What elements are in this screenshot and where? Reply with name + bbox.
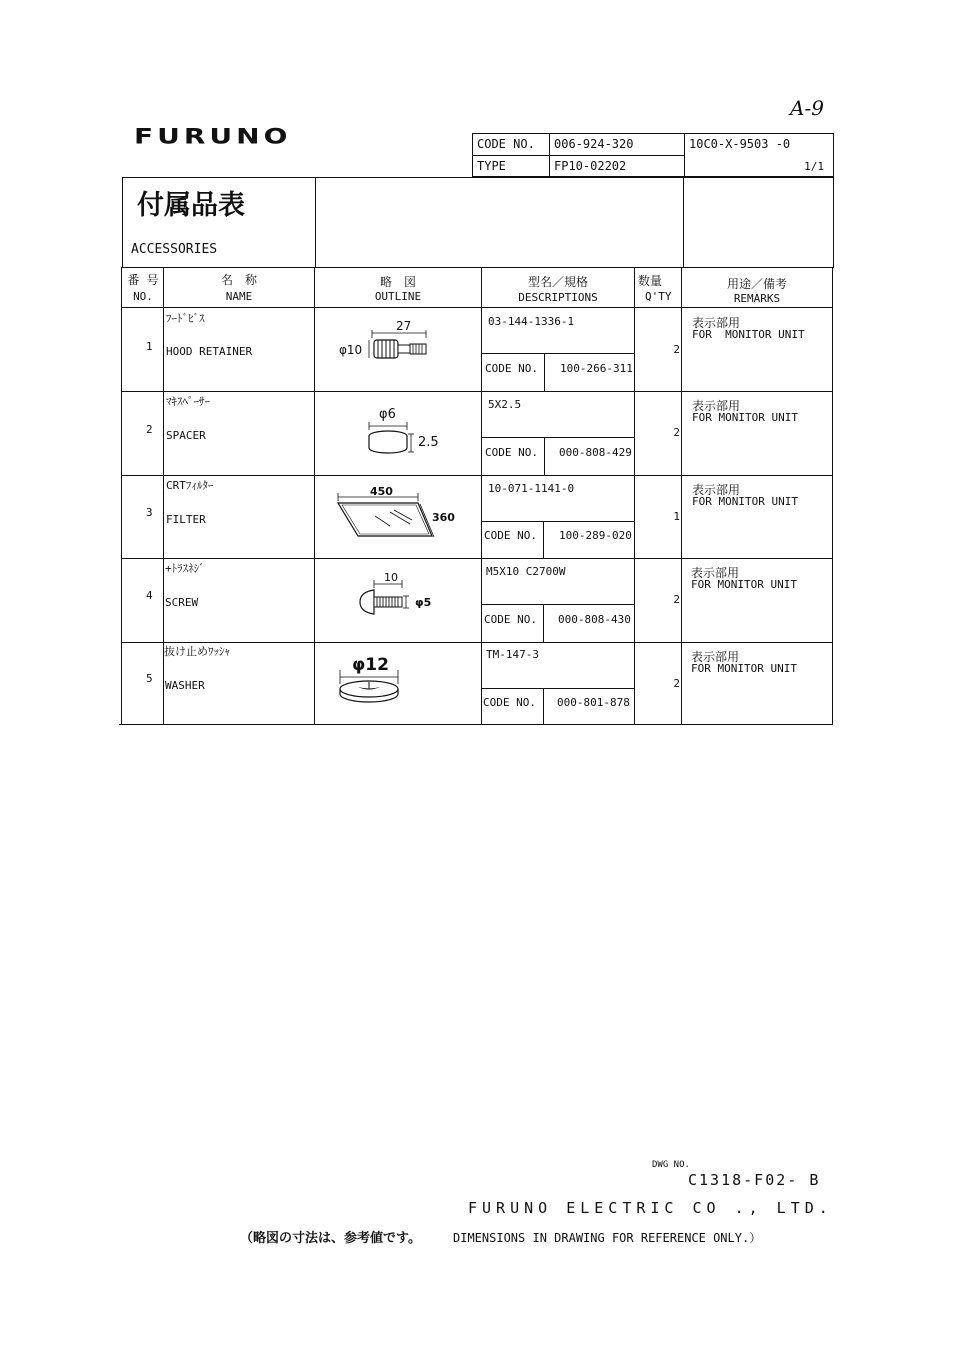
spacer-drawing [365, 404, 445, 459]
item-description: M5X10 C2700W [486, 565, 566, 578]
note-en: DIMENSIONS IN DRAWING FOR REFERENCE ONLY.） [453, 1231, 762, 1245]
code-no-label: CODE NO. [483, 696, 536, 709]
dimension-height: 360 [432, 511, 455, 524]
row-number: 5 [146, 672, 153, 685]
item-name-en: SPACER [166, 429, 206, 442]
item-qty: 2 [673, 677, 680, 690]
item-description: 10-071-1141-0 [488, 482, 575, 495]
remark-jp: 表示部用 [692, 399, 741, 413]
col-qty-en: Q'TY [645, 290, 672, 303]
col-no-en: NO. [133, 290, 153, 303]
doc-number: 10C0-X-9503 -0 [689, 137, 791, 151]
col-no-jp: 番 号 [127, 273, 159, 287]
code-no-value: 006-924-320 [554, 137, 634, 151]
dimension-diameter: φ6 [379, 407, 396, 422]
code-no-label: CODE NO. [485, 362, 538, 375]
remark-jp: 表示部用 [691, 650, 740, 664]
remark-jp: 表示部用 [691, 566, 740, 580]
dwg-no-label: DWG NO. [652, 1160, 690, 1170]
type-label: TYPE [477, 159, 506, 173]
remark-en: FOR MONITOR UNIT [691, 578, 797, 591]
dimension-width: 450 [370, 485, 393, 498]
code-no-label: CODE NO. [485, 446, 538, 459]
dimension-height: 2.5 [418, 435, 439, 450]
item-name-en: FILTER [166, 513, 206, 526]
col-remarks-en: REMARKS [733, 292, 781, 305]
title-jp: 付属品表 [137, 190, 245, 221]
item-qty: 1 [673, 510, 680, 523]
dimension-diameter: φ10 [339, 343, 363, 357]
dimension-length: 27 [396, 319, 412, 333]
remark-en: FOR MONITOR UNIT [691, 662, 797, 675]
furuno-logo: FURUNO [134, 124, 292, 149]
code-no-label: CODE NO. [484, 613, 537, 626]
item-name-jp: CRTﾌｨﾙﾀｰ [166, 479, 214, 492]
item-code: 100-289-020 [559, 529, 632, 542]
item-name-jp: 抜け止めﾜｯｼｬ [164, 645, 230, 658]
item-description: 5X2.5 [488, 398, 522, 411]
col-outline-jp: 略 図 [379, 275, 416, 289]
note-jp: （略図の寸法は、参考値です。 [240, 1231, 421, 1246]
dwg-number: C1318-F02- B [688, 1171, 821, 1189]
item-qty: 2 [673, 426, 680, 439]
remark-en: FOR MONITOR UNIT [692, 411, 798, 424]
item-code: 000-808-429 [559, 446, 632, 459]
company-name: FURUNO ELECTRIC CO ., LTD. [468, 1199, 833, 1217]
item-code: 000-808-430 [558, 613, 631, 626]
item-qty: 2 [673, 343, 680, 356]
item-name-en: HOOD RETAINER [166, 345, 253, 358]
dimension-length: 10 [384, 571, 398, 584]
col-desc-jp: 型名／規格 [527, 275, 588, 289]
title-en: ACCESSORIES [131, 242, 218, 257]
item-qty: 2 [673, 593, 680, 606]
col-desc-en: DESCRIPTIONS [518, 291, 598, 304]
item-name-jp: ﾏｷｽﾍﾟｰｻｰ [166, 395, 210, 408]
col-qty-jp: 数量 [638, 274, 663, 288]
item-code: 000-801-878 [557, 696, 630, 709]
sheet-number: 1/1 [804, 160, 824, 173]
dimension-diameter: φ5 [415, 596, 432, 609]
remark-jp: 表示部用 [692, 483, 741, 497]
code-no-label: CODE NO. [484, 529, 537, 542]
item-name-en: WASHER [165, 679, 205, 692]
type-value: FP10-02202 [554, 159, 627, 173]
col-remarks-jp: 用途／備考 [726, 277, 787, 291]
row-number: 4 [146, 589, 153, 602]
remark-jp: 表示部用 [692, 316, 741, 330]
row-number: 1 [146, 340, 153, 353]
col-outline-en: OUTLINE [374, 290, 422, 303]
col-name-en: NAME [225, 290, 253, 303]
row-number: 3 [146, 506, 153, 519]
dimension-diameter: φ12 [352, 655, 389, 675]
row-number: 2 [146, 423, 153, 436]
item-code: 100-266-311 [560, 362, 633, 375]
col-name-jp: 名 称 [220, 273, 257, 287]
code-no-label: CODE NO. [477, 137, 535, 151]
page-mark: A-9 [790, 96, 824, 120]
item-description: 03-144-1336-1 [488, 315, 575, 328]
item-name-jp: ﾌｰﾄﾞﾋﾞｽ [166, 312, 205, 325]
remark-en: FOR MONITOR UNIT [692, 495, 798, 508]
hood-retainer-drawing [334, 318, 444, 366]
item-name-en: SCREW [165, 596, 199, 609]
item-name-jp: +ﾄﾗｽﾈｼﾞ [165, 562, 205, 575]
remark-en: FOR MONITOR UNIT [692, 328, 805, 341]
item-description: TM-147-3 [486, 648, 539, 661]
